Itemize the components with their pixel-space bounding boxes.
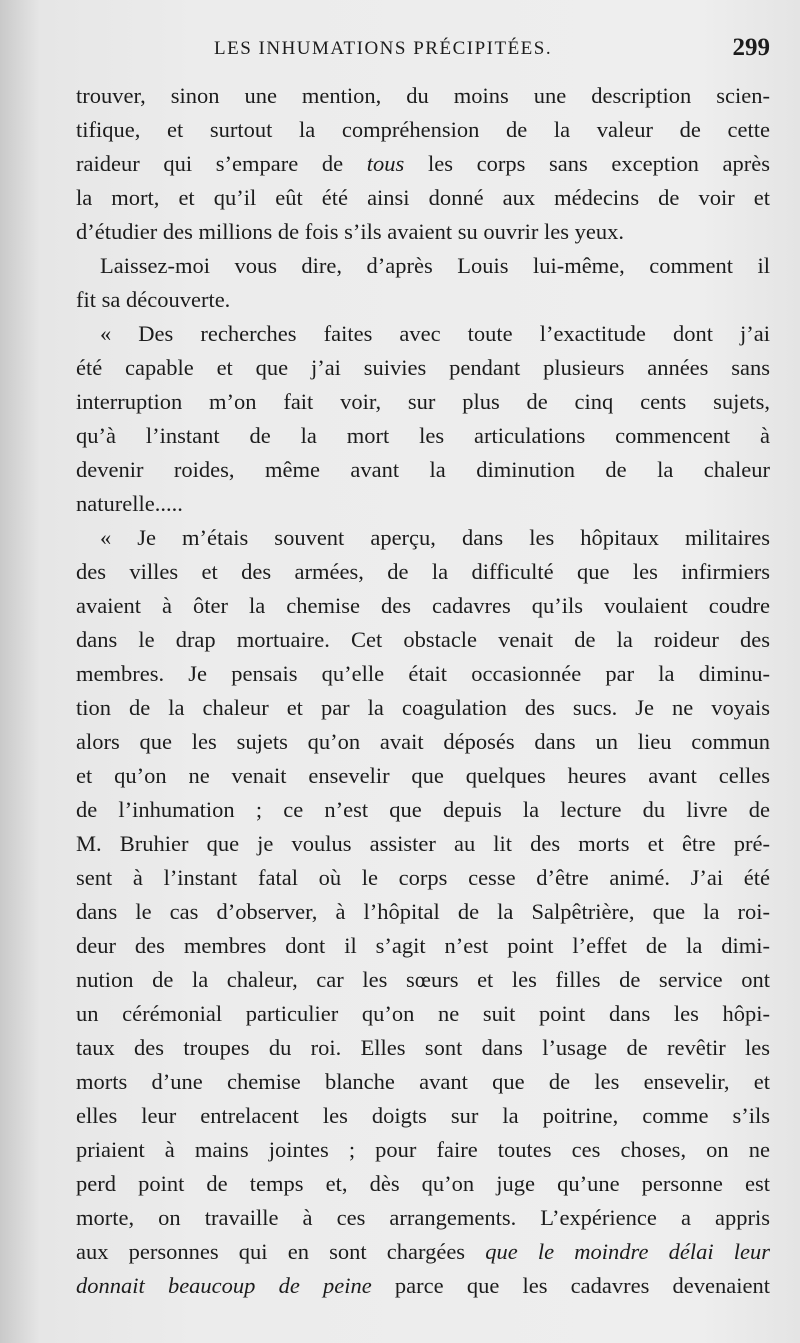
text-line: été capable et que j’ai suivies pendant plusieurs années sans bbox=[76, 355, 770, 380]
text-line: la mort, et qu’il eût été ainsi donné aux médecins de voir et bbox=[76, 185, 770, 210]
text-line: tion de la chaleur et par la coagulation des sucs. Je ne voyais bbox=[76, 695, 770, 720]
text-line: perd point de temps et, dès qu’on juge qu’une personne est bbox=[76, 1171, 770, 1196]
text-line: et qu’on ne venait ensevelir que quelques heures avant celles bbox=[76, 763, 770, 788]
text-line: tifique, et surtout la compréhension de la valeur de cette bbox=[76, 117, 770, 142]
page-number: 299 bbox=[732, 34, 770, 61]
text-line: naturelle..... bbox=[76, 491, 183, 516]
text-line: qu’à l’instant de la mort les articulations commencent à bbox=[76, 423, 770, 448]
text-line: dans le cas d’observer, à l’hôpital de la Salpêtrière, que la roi- bbox=[76, 899, 770, 924]
text-line: des villes et des armées, de la difficulté que les infirmiers bbox=[76, 559, 770, 584]
text-line: taux des troupes du roi. Elles sont dans l’usage de revêtir les bbox=[76, 1035, 770, 1060]
text-line: d’étudier des millions de fois s’ils avaient su ouvrir les yeux. bbox=[76, 219, 625, 244]
text-line: avaient à ôter la chemise des cadavres qu’ils voulaient coudre bbox=[76, 593, 770, 618]
text-line bbox=[76, 1269, 770, 1303]
text-line: un cérémonial particulier qu’on ne suit point dans les hôpi- bbox=[76, 1001, 770, 1026]
text-run: les corps sans exception après bbox=[404, 151, 770, 176]
text-line: trouver, sinon une mention, du moins une description scien- bbox=[76, 83, 770, 108]
text-line: « Je m’étais souvent aperçu, dans les hôpitaux militaires bbox=[100, 525, 770, 550]
text-line bbox=[76, 1235, 770, 1269]
text-line: alors que les sujets qu’on avait déposés dans un lieu commun bbox=[76, 729, 770, 754]
text-line: fit sa découverte. bbox=[76, 287, 231, 312]
text-line: « Des recherches faites avec toute l’exactitude dont j’ai bbox=[100, 321, 770, 346]
text-line: elles leur entrelacent les doigts sur la poitrine, comme s’ils bbox=[76, 1103, 770, 1128]
running-title: LES INHUMATIONS PRÉCIPITÉES. bbox=[214, 38, 553, 59]
text-line: morte, on travaille à ces arrangements. L’expérience a appris bbox=[76, 1205, 770, 1230]
text-line: dans le drap mortuaire. Cet obstacle venait de la roideur des bbox=[76, 627, 770, 652]
text-run: raideur qui s’empare de bbox=[76, 151, 367, 176]
text-line: nution de la chaleur, car les sœurs et les filles de service ont bbox=[76, 967, 770, 992]
text-line: interruption m’on fait voir, sur plus de cinq cents sujets, bbox=[76, 389, 770, 414]
text-line: de l’inhumation ; ce n’est que depuis la lecture du livre de bbox=[76, 797, 770, 822]
body-text bbox=[76, 79, 770, 1303]
italic-emphasis: tous bbox=[366, 151, 405, 176]
text-run: parce que les cadavres devenaient bbox=[371, 1273, 771, 1298]
text-line: membres. Je pensais qu’elle était occasionnée par la diminu- bbox=[76, 661, 770, 686]
text-line bbox=[76, 147, 770, 181]
text-line: devenir roides, même avant la diminution de la chaleur bbox=[76, 457, 770, 482]
running-head bbox=[76, 34, 770, 70]
text-line: sent à l’instant fatal où le corps cesse d’être animé. J’ai été bbox=[76, 865, 770, 890]
text-line: deur des membres dont il s’agit n’est point l’effet de la dimi- bbox=[76, 933, 770, 958]
italic-emphasis: donnait beaucoup de peine bbox=[76, 1273, 372, 1298]
text-line: Laissez-moi vous dire, d’après Louis lui-même, comment il bbox=[100, 253, 770, 278]
text-run: aux personnes qui en sont chargées bbox=[76, 1239, 486, 1264]
italic-emphasis: que le moindre délai leur bbox=[485, 1239, 770, 1264]
text-line: morts d’une chemise blanche avant que de les ensevelir, et bbox=[76, 1069, 770, 1094]
text-line: M. Bruhier que je voulus assister au lit des morts et être pré- bbox=[76, 831, 770, 856]
text-line: priaient à mains jointes ; pour faire toutes ces choses, on ne bbox=[76, 1137, 770, 1162]
